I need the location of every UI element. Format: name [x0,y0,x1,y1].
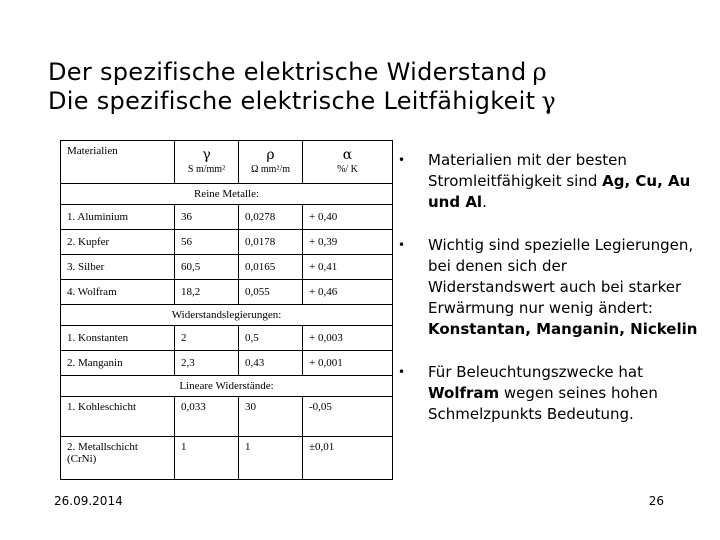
cell-rho: 0,5 [239,326,303,351]
cell-alpha: + 0,003 [303,326,393,351]
cell-rho: 30 [239,397,303,437]
header-alpha-symbol: α [342,147,353,163]
cell-rho: 1 [239,437,303,480]
cell-alpha: ±0,01 [303,437,393,480]
table-row [61,351,393,376]
header-gamma-symbol: γ [202,147,211,163]
table-row [61,230,393,255]
bullet-tail: wegen seines hohen Schmelzpunkts Bedeutung. [428,384,658,423]
table-header-row [61,141,393,184]
slide-title [48,58,556,116]
section-title: Lineare Widerstände: [61,376,393,397]
cell-material: 1. Aluminium [61,205,175,230]
header-gamma-unit: S m/mm² [187,164,226,175]
table-row [61,205,393,230]
cell-rho: 0,43 [239,351,303,376]
cell-gamma: 1 [175,437,239,480]
table-row [61,280,393,305]
bullet-text: Wichtig sind spezielle Legierungen, bei denen sich der Widerstandswert auch bei starker Erwärmung nur wenig ändert: [428,236,694,317]
bullet-bold: Ag, Cu, Au und Al [428,172,691,211]
cell-material: 2. Manganin [61,351,175,376]
cell-gamma: 36 [175,205,239,230]
cell-material: 1. Konstanten [61,326,175,351]
table-row [61,326,393,351]
bullet-item [398,150,698,213]
section-title: Reine Metalle: [61,184,393,205]
cell-gamma: 60,5 [175,255,239,280]
cell-gamma: 2,3 [175,351,239,376]
title-line-1-text: Der spezifische elektrische Widerstand [48,58,527,86]
section-row [61,376,393,397]
cell-alpha: + 0,40 [303,205,393,230]
title-line-2-text: Die spezifische elektrische Leitfähigkeit [48,87,536,115]
header-rho-symbol: ρ [266,147,275,163]
table-row [61,397,393,437]
cell-material: 4. Wolfram [61,280,175,305]
bullet-item [398,235,698,340]
bullet-text: Materialien mit der besten Stromleitfähigkeit sind [428,151,627,190]
bullet-list [398,150,698,447]
cell-material: 2. Metallschicht (CrNi) [61,437,175,480]
cell-material: 3. Silber [61,255,175,280]
cell-gamma: 0,033 [175,397,239,437]
section-title: Widerstandslegierungen: [61,305,393,326]
section-row [61,184,393,205]
table-row [61,437,393,480]
cell-alpha: + 0,39 [303,230,393,255]
bullet-bold: Konstantan, Manganin, Nickelin [428,320,698,338]
cell-alpha: + 0,46 [303,280,393,305]
cell-alpha: -0,05 [303,397,393,437]
bullet-bold: Wolfram [428,384,500,402]
cell-rho: 0,0165 [239,255,303,280]
header-gamma [175,141,239,184]
bullet-text: Für Beleuchtungszwecke hat [428,363,644,381]
header-alpha-unit: %/ K [337,164,358,175]
bullet-tail: . [482,193,487,211]
materials-table [60,140,393,480]
cell-rho: 0,055 [239,280,303,305]
page-number: 26 [648,494,664,508]
cell-alpha: + 0,001 [303,351,393,376]
header-rho [239,141,303,184]
cell-alpha: + 0,41 [303,255,393,280]
table-row [61,255,393,280]
title-line-1 [48,58,556,87]
bullet-item [398,362,698,425]
gamma-symbol: γ [541,87,556,115]
title-line-2 [48,87,556,116]
section-row [61,305,393,326]
cell-gamma: 2 [175,326,239,351]
header-alpha [303,141,393,184]
header-materials: Materialien [61,141,175,184]
header-rho-unit: Ω mm²/m [250,164,291,175]
footer-date: 26.09.2014 [54,494,123,508]
rho-symbol: ρ [532,58,547,86]
cell-material: 1. Kohleschicht [61,397,175,437]
cell-rho: 0,0178 [239,230,303,255]
cell-gamma: 56 [175,230,239,255]
cell-gamma: 18,2 [175,280,239,305]
cell-material: 2. Kupfer [61,230,175,255]
cell-rho: 0,0278 [239,205,303,230]
